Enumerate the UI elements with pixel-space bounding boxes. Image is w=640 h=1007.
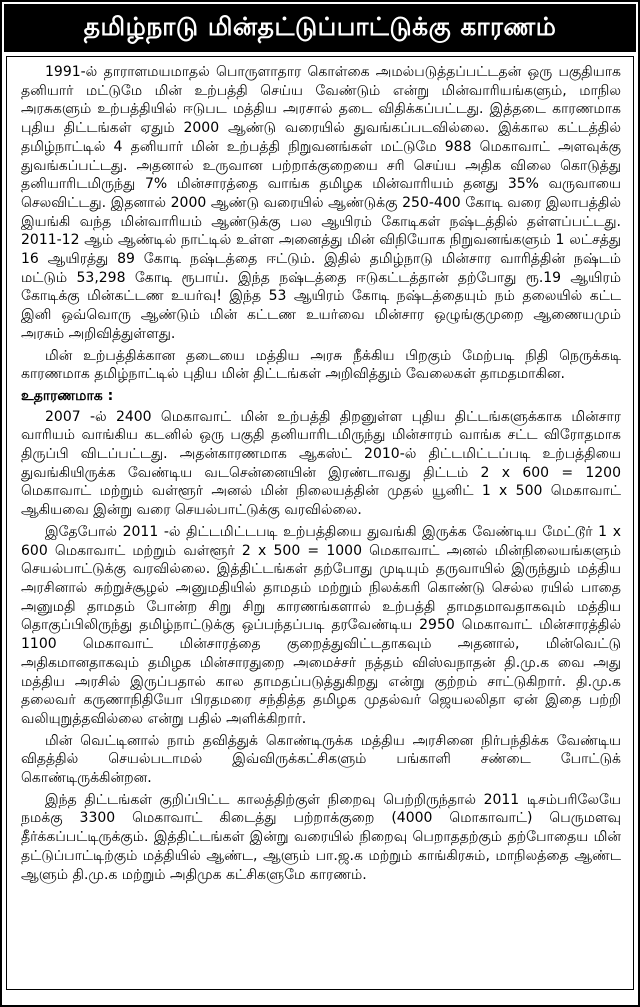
paragraph-3: 2007 -ல் 2400 மெகாவாட் மின் உற்பத்தி திறனுள்ள புதிய திட்டங்களுக்காக மின்சார வாரியம் வாங்கிய கடனில் ஒரு பகுதி தனியாரிடமிருந்து மின்சாரம் வாங்க சட்ட விரோதமாக திருப்பி விடப்பட்டது. அதன்காரணமாக ஆகஸ்ட் 2010-ல் திட்டமிட்டப்படி உற்பத்தியை துவங்கியிருக்க வேண்டிய வடசென்னையின் இரண்டாவது திட்டம் 2 x 600 = 1200 மெகாவாட் மற்றும் வள்ளூர் அனல் மின் நிலையத்தின் முதல் யூனிட் 1 x 500 மெகாவாட் ஆகியவை இன்று வரை செயல்பாட்டுக்கு வரவில்லை. — [21, 408, 621, 519]
paragraph-5: மின் வெட்டினால் நாம் தவித்துக் கொண்டிருக்க மத்திய அரசினை நிர்பந்திக்க வேண்டிய விதத்தில் செயல்படாமல் இவ்விருக்கட்சிகளும் பங்காளி சண்டை போட்டுக் கொண்டிருக்கின்றன. — [21, 732, 621, 787]
article-body — [21, 63, 621, 884]
paragraph-1: 1991-ல் தாராளமயமாதல் பொருளாதார கொள்கை அமல்படுத்தப்பட்டதன் ஒரு பகுதியாக தனியார் மட்டுமே மின் உற்பத்தி செய்ய வேண்டும் என்று மின்வாரியங்களும், மாநில அரசுகளும் உற்பத்தியில் ஈடுபட மத்திய அரசால் தடை விதிக்கப்பட்டது. இத்தடை காரணமாக புதிய திட்டங்கள் ஏதும் 2000 ஆண்டு வரையில் துவங்கப்படவில்லை. இக்கால கட்டத்தில் தமிழ்நாட்டில் 4 தனியார் மின் உற்பத்தி நிறுவனங்கள் மட்டுமே 988 மெகாவாட் அளவுக்கு துவங்கப்பட்டது. அதனால் உருவான பற்றாக்குறையை சரி செய்ய அதிக விலை கொடுத்து தனியாரிடமிருந்து 7% மின்சாரத்தை வாங்க தமிழக மின்வாரியம் தனது 35% வருவாயை செலவிட்டது. இதனால் 2000 ஆண்டு வரையில் ஆண்டுக்கு 250-400 கோடி வரை இலாபத்தில் இயங்கி வந்த மின்வாரியம் ஆண்டுக்கு பல ஆயிரம் கோடிகள் நஷ்டத்தில் தள்ளப்பட்டது. 2011-12 ஆம் ஆண்டில் நாட்டில் உள்ள அனைத்து மின் விநியோக நிறுவனங்களும் 1 லட்சத்து 16 ஆயிரத்து 89 கோடி நஷ்டத்தை ஈட்டும். இதில் தமிழ்நாடு மின்சார வாரித்தின் நஷ்டம் மட்டும் 53,298 கோடி ரூபாய். இந்த நஷ்டத்தை ஈடுகட்டத்தான் தற்போது ரூ.19 ஆயிரம் கோடிக்கு மின்கட்டண உயர்வு! இந்த 53 ஆயிரம் கோடி நஷ்டத்தையும் நம் தலையில் கட்ட இனி ஒவ்வொரு ஆண்டும் மின் கட்டண உயர்வை மின்சார ஒழுங்குமுறை ஆணையமும் அரசும் அறிவித்துள்ளது. — [21, 64, 621, 342]
article-frame — [6, 56, 634, 990]
paragraph-4: இதேபோல் 2011 -ல் திட்டமிட்டபடி உற்பத்தியை துவங்கி இருக்க வேண்டிய மேட்டூர் 1 x 600 மெகாவாட் மற்றும் வள்ளூர் 2 x 500 = 1000 மெகாவாட் அனல் மின்நிலையங்களும் செயல்பாட்டுக்கு வரவில்லை. இத்திட்டங்கள் தற்போது முடியும் தருவாயில் இருந்தும் மத்திய அரசினால் சுற்றுச்சூழல் அனுமதியில் தாமதம் மற்றும் நிலக்கரி கொண்டு செல்ல ரயில் பாதை அனுமதி தாமதம் போன்ற சிறு சிறு காரணங்களால் உற்பத்தி தாமதமாவதாகவும் மத்திய தொகுப்பிலிருந்து தமிழ்நாட்டுக்கு ஒப்பந்தப்படி தரவேண்டிய 2950 மெகாவாட் மின்சாரத்தில் 1100 மெகாவாட் மின்சாரத்தை குறைத்துவிட்டதாகவும் அதனால், மின்வெட்டு அதிகமானதாகவும் தமிழக மின்சாரதுறை அமைச்சர் நத்தம் விஸ்வநாதன் தி.மு.க வை அது மத்திய அரசில் இருப்பதால் கால தாமதப்படுத்துகிறது என்று குற்றம் சாட்டுகிறார். தி.மு.க தலைவர் கருணாநிதியோ பிரதமரை சந்தித்த தமிழக முதல்வர் ஜெயலலிதா ஏன் இதை பற்றி வலியுறுத்தவில்லை என்று பதில் அளிக்கிறார். — [21, 523, 621, 727]
paragraph-2: மின் உற்பத்திக்கான தடையை மத்திய அரசு நீக்கிய பிறகும் மேற்படி நிதி நெருக்கடி காரணமாக தமிழ்நாட்டில் புதிய மின் திட்டங்கள் அறிவித்தும் வேலைகள் தாமதமாகின. — [21, 347, 621, 383]
page-title: தமிழ்நாடு மின்தட்டுப்பாட்டுக்கு காரணம் — [83, 11, 557, 41]
example-heading: உதாரணமாக : — [21, 387, 114, 404]
title-bar — [4, 4, 636, 52]
paragraph-6: இந்த திட்டங்கள் குறிப்பிட்ட காலத்திற்குள் நிறைவு பெற்றிருந்தால் 2011 டிசம்பரிலேயே நமக்கு 3300 மெகாவாட் கிடைத்து பற்றாக்குறை (4000 மொகாவாட்) பெருமளவு தீர்க்கப்பட்டிருக்கும். இத்திட்டங்கள் இன்று வரையில் நிறைவு பெறாததற்கும் தற்போதைய மின் தட்டுப்பாட்டிற்கும் மத்தியில் ஆண்ட, ஆளும் பா.ஜ.க மற்றும் காங்கிரசும், மாநிலத்தை ஆண்ட ஆளும் தி.மு.க மற்றும் அதிமுக கட்சிகளுமே காரணம். — [21, 791, 621, 883]
